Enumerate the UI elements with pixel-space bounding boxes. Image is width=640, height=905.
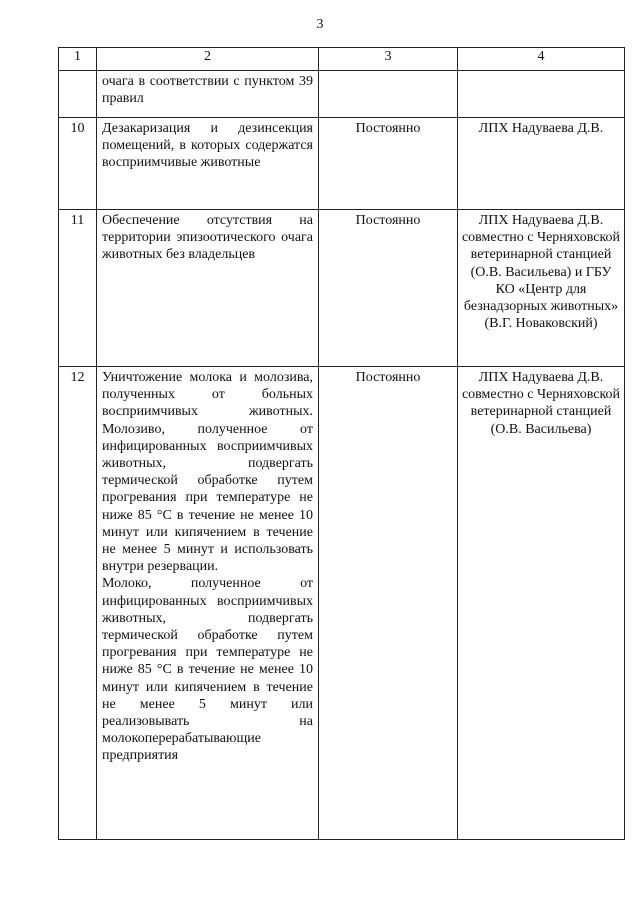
measure-description: Обеспечение отсутствия на территории эпизоотического очага животных без владельцев [97, 210, 319, 367]
measure-description: очага в соответствии с пунктом 39 правил [97, 71, 319, 118]
description-paragraph-1: Уничтожение молока и молозива, полученных от больных восприимчивых животных. Молозиво, полученное от инфицированных восприимчивых животных, подвергать термической обработке путем прогревания при температуре не ниже 85 °С в течение не менее 10 минут или кипячением в течение не менее 5 минут и использовать внутри резервации. [102, 370, 313, 575]
table-row-12 [59, 367, 625, 840]
measure-responsible: ЛПХ Надуваева Д.В. [458, 118, 625, 210]
header-cell-4: 4 [458, 48, 625, 71]
measure-timing: Постоянно [319, 210, 458, 367]
row-number [59, 71, 97, 118]
header-cell-1: 1 [59, 48, 97, 71]
description-paragraph-2: Молоко, полученное от инфицированных восприимчивых животных, подвергать термической обработке путем прогревания при температуре не ниже 85 °С в течение не менее 10 минут или кипячением в течение не менее 5 минут или реализовывать на молокоперерабатывающие предприятия [102, 576, 313, 764]
measure-description: Дезакаризация и дезинсекция помещений, в которых содержатся восприимчивые животные [97, 118, 319, 210]
measure-timing: Постоянно [319, 118, 458, 210]
measures-table [58, 47, 625, 840]
row-number: 11 [59, 210, 97, 367]
table-row-10 [59, 118, 625, 210]
page-number: 3 [316, 17, 324, 32]
measure-timing: Постоянно [319, 367, 458, 840]
row-number: 12 [59, 367, 97, 840]
measure-timing [319, 71, 458, 118]
table-header-row [59, 48, 625, 71]
table-row-11 [59, 210, 625, 367]
table-row-continuation [59, 71, 625, 118]
measure-description [97, 367, 319, 840]
row-number: 10 [59, 118, 97, 210]
measure-responsible [458, 71, 625, 118]
header-cell-3: 3 [319, 48, 458, 71]
header-cell-2: 2 [97, 48, 319, 71]
measure-responsible: ЛПХ Надуваева Д.В. совместно с Черняховской ветеринарной станцией (О.В. Васильева) [458, 367, 625, 840]
measure-responsible: ЛПХ Надуваева Д.В. совместно с Черняховской ветеринарной станцией (О.В. Васильева) и ГБУ КО «Центр для безнадзорных животных» (В.Г. Новаковский) [458, 210, 625, 367]
